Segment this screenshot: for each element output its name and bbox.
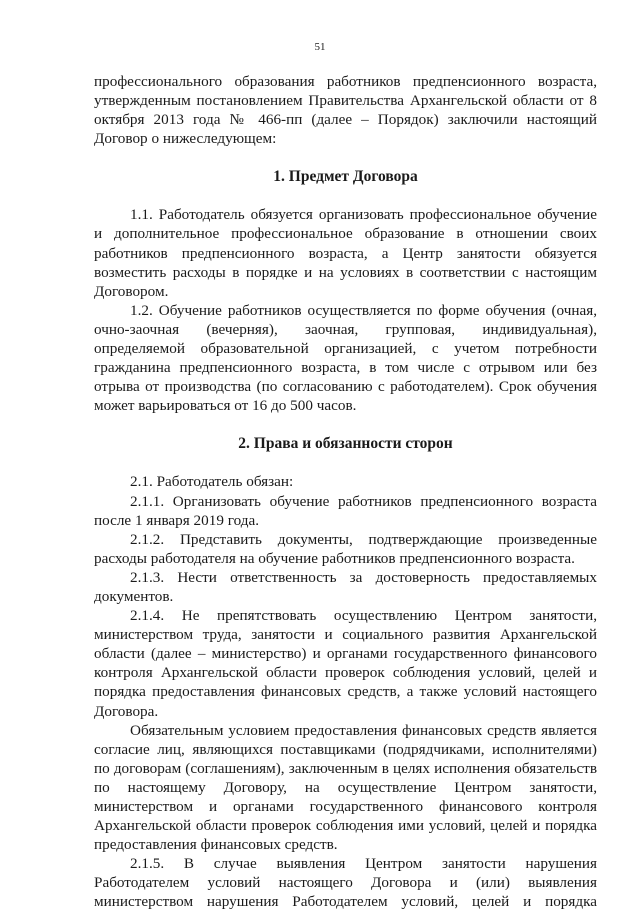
- paragraph-1-2: 1.2. Обучение работников осуществляется по форме обучения (очная, очно-заочная (вечерняя), заочная, групповая, индивидуальная), определяемой образовательной организацией, с учетом потребности гражданина предпенсионного возраста, в том числе с отрывом или без отрыва от производства (по согласованию с работодателем). Срок обучения может варьироваться от 16 до 500 часов.: [94, 301, 597, 415]
- paragraph-2-1-4: 2.1.4. Не препятствовать осуществлению Центром занятости, министерством труда, занятости и социального развития Архангельской области (далее – министерство) и органами государственного финансового контроля Архангельской области проверок соблюдения условий, целей и порядка предоставления финансовых средств, а также условий настоящего Договора.: [94, 607, 597, 720]
- page-number: 51: [314, 41, 326, 53]
- document-body: [94, 72, 597, 912]
- section-1-heading: 1. Предмет Договора: [273, 168, 418, 186]
- paragraph-2-1-5: 2.1.5. В случае выявления Центром занятости нарушения Работодателем условий настоящего Договора и (или) выявления министерством нарушения Работодателем условий, целей и порядка: [94, 855, 597, 911]
- section-2-heading: 2. Права и обязанности сторон: [238, 435, 453, 453]
- paragraph-2-1: 2.1. Работодатель обязан:: [130, 473, 294, 491]
- condition-paragraph: Обязательным условием предоставления финансовых средств является согласие лиц, являющихся поставщиками (подрядчиками, исполнителями) по договорам (соглашениям), заключенным в целях исполнения обязательств по настоящему Договору, на осуществление Центром занятости, министерством и органами государственного финансового контроля Архангельской области проверок соблюдения ими условий, целей и порядка предоставления финансовых средств.: [94, 721, 597, 854]
- paragraph-2-1-2: 2.1.2. Представить документы, подтверждающие произведенные расходы работодателя на обучение работников предпенсионного возраста.: [94, 530, 597, 567]
- paragraph-2-1-1: 2.1.1. Организовать обучение работников предпенсионного возраста после 1 января 2019 года.: [94, 492, 597, 529]
- paragraph-2-1-3: 2.1.3. Нести ответственность за достоверность предоставляемых документов.: [94, 568, 597, 605]
- paragraph-1-1: 1.1. Работодатель обязуется организовать профессиональное обучение и дополнительное профессиональное образование в отношении своих работников предпенсионного возраста, а Центр занятости обязуется возместить расходы в порядке и на условиях в соответствии с настоящим Договором.: [94, 206, 597, 300]
- intro-paragraph: профессионального образования работников предпенсионного возраста, утвержденным постановлением Правительства Архангельской области от 8 октября 2013 года № 466-пп (далее – Порядок) заключили настоящий Договор о нижеследующем:: [94, 73, 597, 148]
